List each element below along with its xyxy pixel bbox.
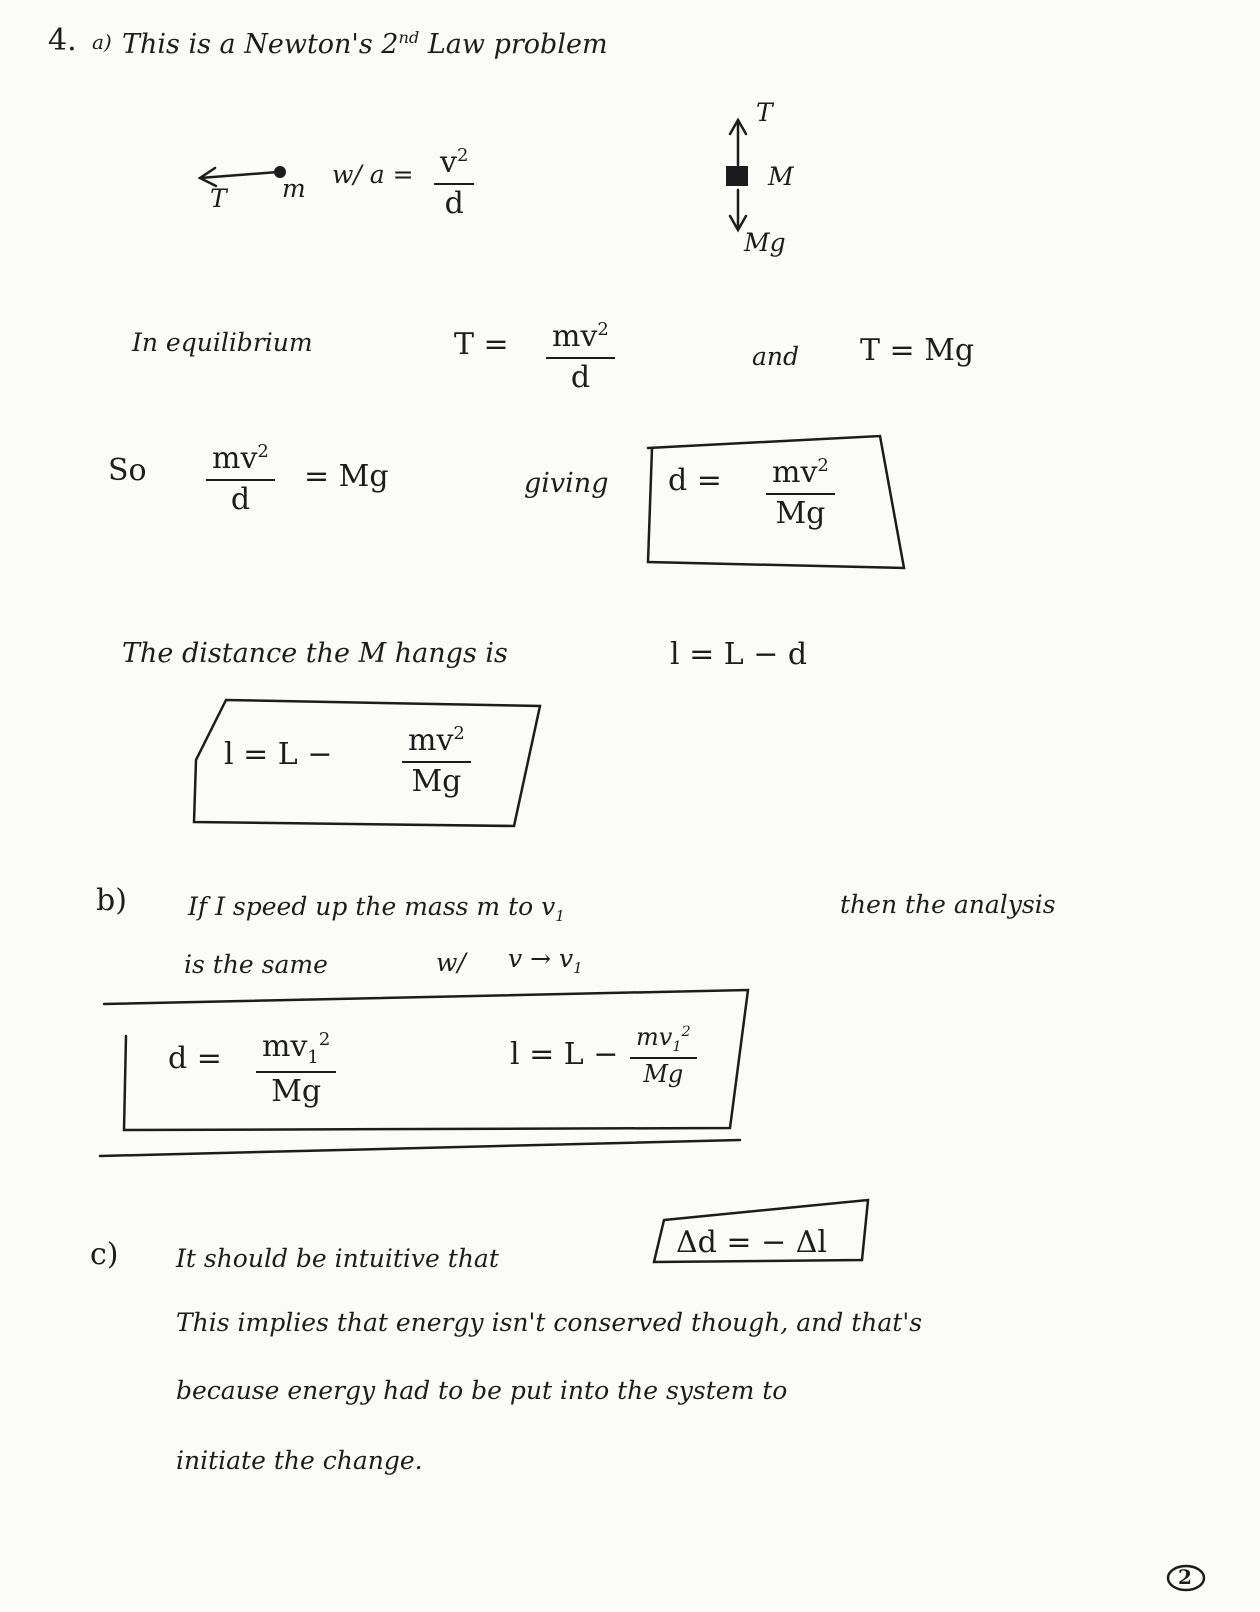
fbd1-tension-label: T: [210, 184, 227, 213]
so-rhs: = Mg: [304, 459, 389, 494]
l-result-fraction: $mv^2$ Mg: [402, 724, 471, 799]
part-c-line3: because energy had to be put into the system to: [176, 1376, 788, 1405]
fbd1-accel-prefix: w/ a =: [332, 160, 414, 189]
and-label: and: [752, 342, 800, 371]
part-b-l-lhs: l = L −: [510, 1037, 619, 1072]
part-c-line2: This implies that energy isn't conserved though, and that's: [176, 1308, 923, 1337]
equilibrium-label: In equilibrium: [132, 328, 313, 357]
part-a-label: a): [92, 30, 112, 54]
so-fraction: $mv^2$ d: [206, 442, 275, 517]
part-c-boxed-eq: Δd = − Δl: [676, 1225, 828, 1260]
problem-number: 4.: [48, 23, 77, 58]
part-b-text1-tail: then the analysis: [840, 890, 1056, 919]
fbd2-tension-label: T: [756, 98, 773, 127]
part-b-l-fraction: $mv_1^2$ Mg: [630, 1024, 697, 1089]
part-b-text2: is the same: [184, 950, 328, 979]
part-c-line4: initiate the change.: [176, 1446, 423, 1475]
part-c-text1: It should be intuitive that: [176, 1244, 499, 1273]
d-result-fraction: $mv^2$ Mg: [766, 456, 835, 531]
part-b-d-lhs: d =: [168, 1041, 222, 1076]
distance-eq: l = L − d: [670, 637, 808, 672]
fbd2-weight-label: Mg: [744, 228, 786, 257]
part-c-label: c): [90, 1237, 119, 1272]
eq1-lhs: T =: [454, 327, 509, 362]
giving-label: giving: [524, 468, 609, 499]
part-b-d-fraction: $mv_1^2$ Mg: [256, 1030, 336, 1109]
fbd2-mass-label: M: [768, 162, 794, 191]
l-result-lhs: l = L −: [224, 737, 333, 772]
fbd2-mass-block: [726, 166, 748, 186]
fbd1-tension-arrow: [200, 172, 278, 178]
part-b-label: b): [96, 883, 127, 918]
fbd1-mass-label: m: [282, 174, 306, 203]
distance-text: The distance the M hangs is: [122, 638, 508, 669]
eq2: T = Mg: [860, 333, 975, 368]
eq1-fraction: $mv^2$ d: [546, 320, 615, 395]
so-label: So: [108, 453, 147, 488]
part-b-with: w/: [436, 948, 466, 977]
heading-text: This is a Newton's 2nd Law problem: [122, 28, 608, 60]
part-b-velocity-map: $v \to v_1$: [508, 944, 583, 977]
part-b-text1: If I speed up the mass m to $v_1$: [188, 892, 565, 925]
fbd1-accel-fraction: $v^2$ d: [434, 146, 474, 221]
d-result-lhs: d =: [668, 463, 722, 498]
page-number: 2: [1178, 1565, 1192, 1589]
